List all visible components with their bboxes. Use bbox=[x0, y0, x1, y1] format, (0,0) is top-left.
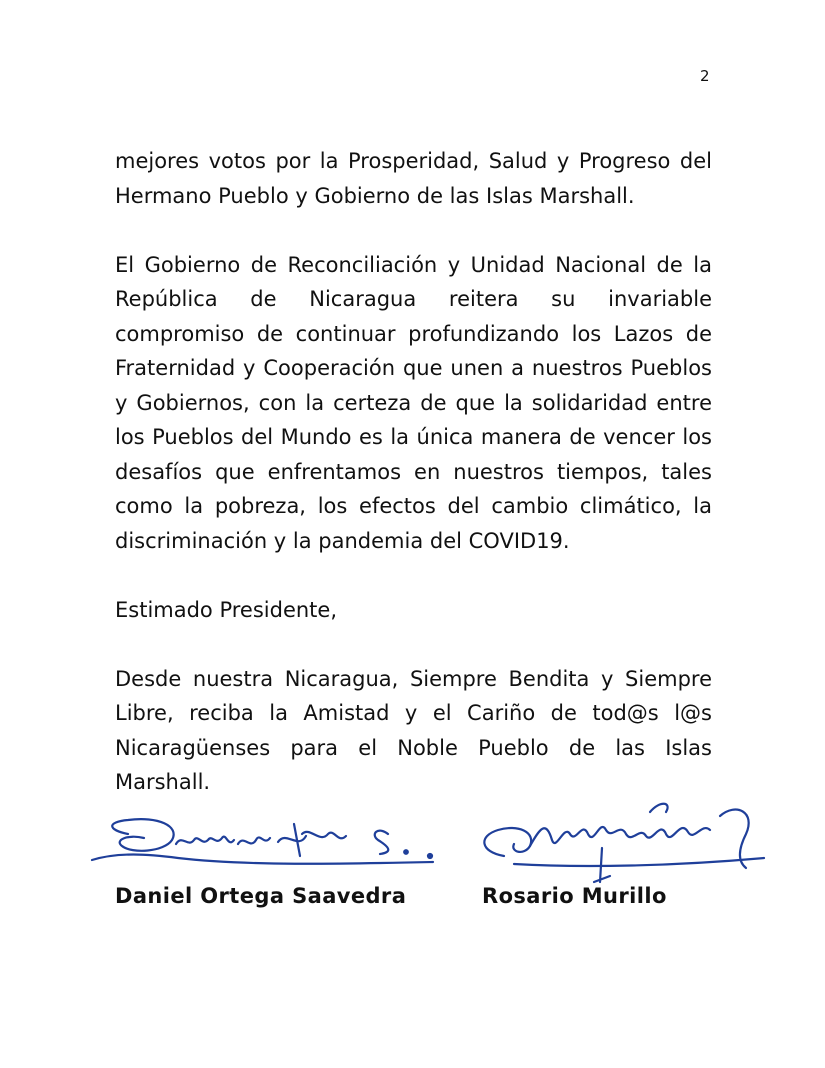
signer-name-ortega: Daniel Ortega Saavedra bbox=[115, 884, 407, 908]
paragraph-closing-wishes: mejores votos por la Prosperidad, Salud y Progreso del Hermano Pueblo y Gobierno de las Islas Marshall. bbox=[115, 149, 712, 208]
signature-area bbox=[0, 790, 825, 920]
signature-ortega-image bbox=[88, 804, 438, 874]
signature-murillo-image bbox=[474, 790, 769, 885]
paragraph-farewell: Desde nuestra Nicaragua, Siempre Bendita y Siempre Libre, reciba la Amistad y el Cariño de tod@s l@s Nicaragüenses para el Noble Pueblo de las Islas Marshall. bbox=[115, 666, 712, 794]
page-number: 2 bbox=[700, 67, 710, 85]
paragraph-salutation: Estimado Presidente, bbox=[115, 597, 338, 622]
paragraph-commitment: El Gobierno de Reconciliación y Unidad Nacional de la República de Nicaragua reitera su invariable compromiso de continuar profundizando los Lazos de Fraternidad y Cooperación que unen a nuestros Pueblos y Gobiernos, con la certeza de que la solidaridad entre los Pueblos del Mundo es la única manera de vencer los desafíos que enfrentamos en nuestros tiempos, tales como la pobreza, los efectos del cambio climático, la discriminación y la pandemia del COVID19. bbox=[115, 252, 712, 553]
signer-name-murillo: Rosario Murillo bbox=[482, 884, 667, 908]
letter-body bbox=[115, 144, 712, 834]
